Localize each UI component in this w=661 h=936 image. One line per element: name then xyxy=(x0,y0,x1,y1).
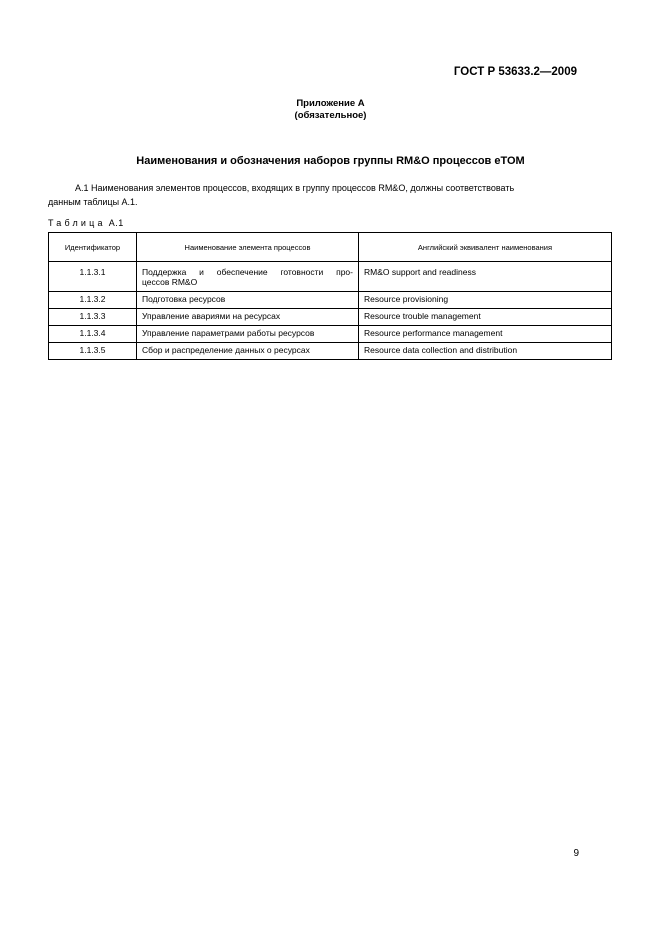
table-caption xyxy=(48,218,124,228)
cell-english: Resource performance management xyxy=(359,326,612,343)
column-header-name: Наименование элемента процессов xyxy=(137,233,359,262)
cell-name: Сбор и распределение данных о ресурсах xyxy=(137,343,359,360)
cell-english: Resource provisioning xyxy=(359,292,612,309)
cell-english: Resource trouble management xyxy=(359,309,612,326)
table-caption-number: А.1 xyxy=(108,218,124,228)
process-elements-table xyxy=(48,232,612,360)
document-code: ГОСТ Р 53633.2—2009 xyxy=(453,66,577,78)
table-row xyxy=(49,343,612,360)
table-header-row xyxy=(49,233,612,262)
cell-id: 1.1.3.4 xyxy=(49,326,137,343)
cell-id: 1.1.3.1 xyxy=(49,262,137,292)
cell-name-line: цессов RM&O xyxy=(142,277,198,287)
table-caption-word: Таблица xyxy=(48,218,106,228)
table-row xyxy=(49,326,612,343)
page-number: 9 xyxy=(573,848,579,859)
cell-english: Resource data collection and distribution xyxy=(359,343,612,360)
table-row xyxy=(49,262,612,292)
cell-name xyxy=(137,262,359,292)
annex-status: (обязательное) xyxy=(294,110,367,121)
cell-id: 1.1.3.5 xyxy=(49,343,137,360)
column-header-id: Идентификатор xyxy=(49,233,137,262)
cell-name: Управление авариями на ресурсах xyxy=(137,309,359,326)
cell-name: Управление параметрами работы ресурсов xyxy=(137,326,359,343)
table-row xyxy=(49,292,612,309)
paragraph-line: данным таблицы А.1. xyxy=(48,197,138,207)
cell-id: 1.1.3.3 xyxy=(49,309,137,326)
annex-title: Приложение А xyxy=(296,98,365,109)
cell-name-line: Поддержка и обеспечение готовности про- xyxy=(142,267,353,277)
cell-english: RM&O support and readiness xyxy=(359,262,612,292)
section-heading: Наименования и обозначения наборов группы RM&O процессов eTOM xyxy=(136,155,525,167)
intro-paragraph xyxy=(48,181,610,209)
cell-name: Подготовка ресурсов xyxy=(137,292,359,309)
cell-id: 1.1.3.2 xyxy=(49,292,137,309)
table-row xyxy=(49,309,612,326)
annex-block xyxy=(0,98,661,122)
column-header-english: Английский эквивалент наименования xyxy=(359,233,612,262)
paragraph-line: А.1 Наименования элементов процессов, входящих в группу процессов RM&O, должны соответствовать xyxy=(75,183,515,193)
